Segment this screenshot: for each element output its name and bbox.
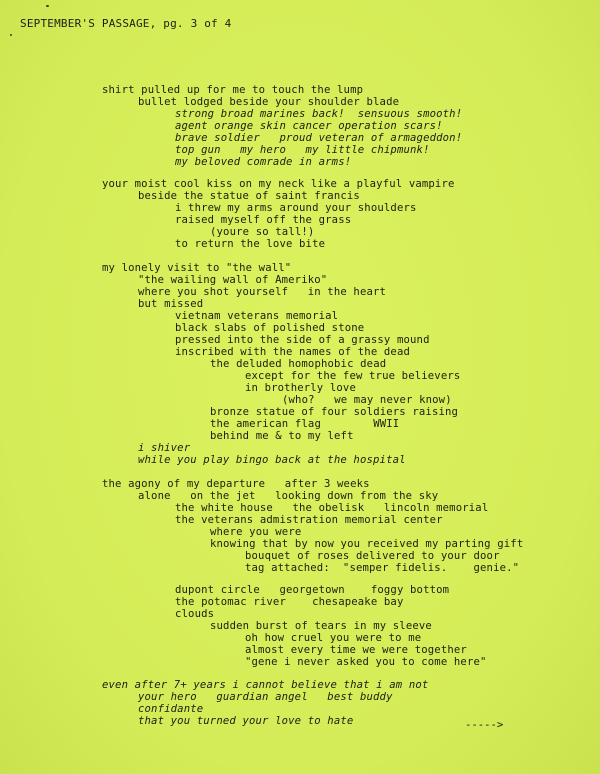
poem-line: even after 7+ years i cannot believe that i am not bbox=[102, 679, 429, 691]
poem-line: that you turned your love to hate bbox=[138, 715, 354, 727]
poem-line: i shiver bbox=[138, 442, 191, 454]
poem-line: confidante bbox=[138, 703, 204, 715]
poem-line: top gun my hero my little chipmunk! bbox=[175, 144, 430, 156]
poem-line: "the wailing wall of Ameriko" bbox=[138, 274, 328, 286]
poem-line: strong broad marines back! sensuous smooth! bbox=[175, 108, 463, 120]
continue-arrow: -----> bbox=[465, 719, 504, 731]
poem-line: (youre so tall!) bbox=[210, 226, 315, 238]
poem-line: while you play bingo back at the hospital bbox=[138, 454, 406, 466]
poem-line: alone on the jet looking down from the sky bbox=[138, 490, 439, 502]
poem-line: behind me & to my left bbox=[210, 430, 354, 442]
poem-line: in brotherly love bbox=[245, 382, 356, 394]
poem-line: to return the love bite bbox=[175, 238, 326, 250]
poem-line: brave soldier proud veteran of armageddon! bbox=[175, 132, 463, 144]
poem-line: knowing that by now you received my parting gift bbox=[210, 538, 524, 550]
poem-line: but missed bbox=[138, 298, 204, 310]
poem-line: my lonely visit to "the wall" bbox=[102, 262, 292, 274]
poem-line: my beloved comrade in arms! bbox=[175, 156, 352, 168]
poem-line: where you shot yourself in the heart bbox=[138, 286, 387, 298]
poem-line: the agony of my departure after 3 weeks bbox=[102, 478, 370, 490]
poem-line: where you were bbox=[210, 526, 302, 538]
poem-line: vietnam veterans memorial bbox=[175, 310, 339, 322]
poem-line: the white house the obelisk lincoln memorial bbox=[175, 502, 489, 514]
poem-line: shirt pulled up for me to touch the lump bbox=[102, 84, 364, 96]
poem-line: almost every time we were together bbox=[245, 644, 467, 656]
poem-line: oh how cruel you were to me bbox=[245, 632, 422, 644]
page-header: SEPTEMBER'S PASSAGE, pg. 3 of 4 bbox=[20, 17, 232, 30]
poem-line: dupont circle georgetown foggy bottom bbox=[175, 584, 450, 596]
poem-line: the american flag WWII bbox=[210, 418, 400, 430]
poem-line: bullet lodged beside your shoulder blade bbox=[138, 96, 400, 108]
poem-line: the potomac river chesapeake bay bbox=[175, 596, 404, 608]
poem-line: except for the few true believers bbox=[245, 370, 461, 382]
poem-line: the veterans admistration memorial center bbox=[175, 514, 443, 526]
poem-line: (who? we may never know) bbox=[282, 394, 452, 406]
poem-line: i threw my arms around your shoulders bbox=[175, 202, 417, 214]
poem-line: clouds bbox=[175, 608, 215, 620]
poem-line: tag attached: "semper fidelis. genie." bbox=[245, 562, 520, 574]
poem-line: your moist cool kiss on my neck like a playful vampire bbox=[102, 178, 455, 190]
poem-line: bronze statue of four soldiers raising bbox=[210, 406, 459, 418]
poem-line: raised myself off the grass bbox=[175, 214, 352, 226]
poem-line: beside the statue of saint francis bbox=[138, 190, 360, 202]
poem-line: agent orange skin cancer operation scars! bbox=[175, 120, 443, 132]
poem-line: your hero guardian angel best buddy bbox=[138, 691, 393, 703]
poem-line: bouquet of roses delivered to your door bbox=[245, 550, 500, 562]
poem-line: sudden burst of tears in my sleeve bbox=[210, 620, 432, 632]
poem-line: inscribed with the names of the dead bbox=[175, 346, 411, 358]
poem-line: black slabs of polished stone bbox=[175, 322, 365, 334]
poem-line: "gene i never asked you to come here" bbox=[245, 656, 487, 668]
poem-line: the deluded homophobic dead bbox=[210, 358, 387, 370]
poem-line: pressed into the side of a grassy mound bbox=[175, 334, 430, 346]
